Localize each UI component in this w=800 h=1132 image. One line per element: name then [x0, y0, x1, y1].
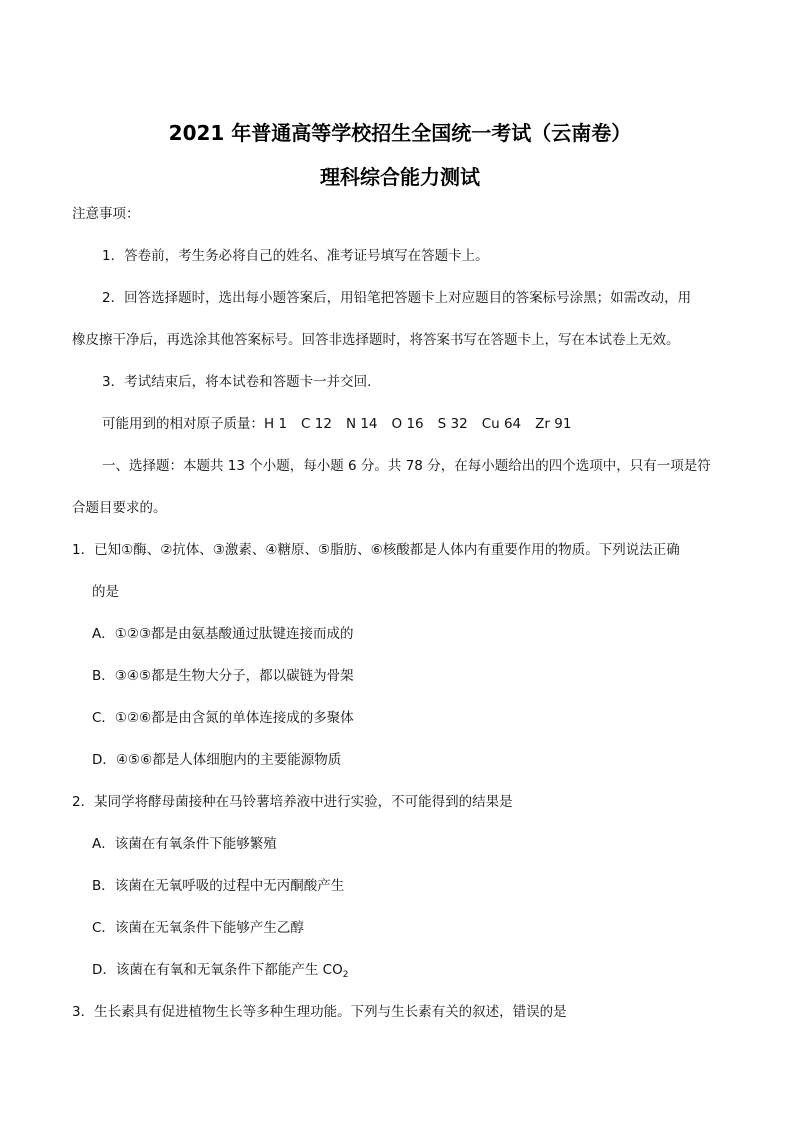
- atomic-mass-item: H 1: [264, 416, 288, 432]
- exam-subtitle: 理科综合能力测试: [320, 165, 480, 189]
- question-stem-continuation: 的是: [92, 584, 119, 600]
- answer-option: B．③④⑤都是生物大分子，都以碳链为骨架: [92, 668, 354, 684]
- answer-option: [92, 961, 348, 984]
- atomic-mass-label: 可能用到的相对原子质量：: [102, 416, 264, 432]
- answer-option: C．①②⑥都是由含氮的单体连接成的多聚体: [92, 710, 354, 726]
- answer-option-text: D．该菌在有氧和无氧条件下都能产生 CO: [92, 962, 343, 978]
- answer-option: C．该菌在无氧条件下能够产生乙醇: [92, 920, 304, 936]
- notice-item: 1．答卷前，考生务必将自己的姓名、准考证号填写在答题卡上。: [102, 248, 489, 264]
- section-intro-continuation: 合题目要求的。: [72, 500, 167, 516]
- notice-item: 2．回答选择题时，选出每小题答案后，用铅笔把答题卡上对应题目的答案标号涂黑；如需改动，用: [102, 290, 692, 306]
- atomic-mass-item: Cu 64: [481, 416, 522, 432]
- notice-heading: 注意事项：: [72, 206, 140, 222]
- section-intro: 一、选择题：本题共 13 个小题，每小题 6 分。共 78 分，在每小题给出的四个选项中，只有一项是符: [102, 458, 711, 474]
- answer-option: D．④⑤⑥都是人体细胞内的主要能源物质: [92, 752, 342, 768]
- exam-title: 2021 年普通高等学校招生全国统一考试（云南卷）: [168, 121, 632, 145]
- notice-item-continuation: 橡皮擦干净后，再选涂其他答案标号。回答非选择题时，将答案书写在答题卡上，写在本试卷上无效。: [72, 332, 680, 348]
- atomic-mass-item: O 16: [391, 416, 424, 432]
- question-stem: 3．生长素具有促进植物生长等多种生理功能。下列与生长素有关的叙述，错误的是: [72, 1004, 567, 1020]
- atomic-mass-item: S 32: [437, 416, 468, 432]
- answer-option: A．①②③都是由氨基酸通过肽键连接而成的: [92, 626, 354, 642]
- atomic-mass-item: C 12: [301, 416, 332, 432]
- answer-option: A．该菌在有氧条件下能够繁殖: [92, 836, 277, 852]
- atomic-mass-item: Zr 91: [535, 416, 572, 432]
- question-stem: 1．已知①酶、②抗体、③激素、④糖原、⑤脂肪、⑥核酸都是人体内有重要作用的物质。下列说法正确: [72, 542, 680, 558]
- question-stem: 2．某同学将酵母菌接种在马铃薯培养液中进行实验，不可能得到的结果是: [72, 794, 513, 810]
- atomic-mass-item: N 14: [345, 416, 378, 432]
- atomic-mass-line: [102, 415, 585, 433]
- answer-option: B．该菌在无氧呼吸的过程中无丙酮酸产生: [92, 878, 345, 894]
- notice-item: 3．考试结束后，将本试卷和答题卡一并交回.: [102, 374, 372, 390]
- co2-subscript: 2: [342, 970, 349, 980]
